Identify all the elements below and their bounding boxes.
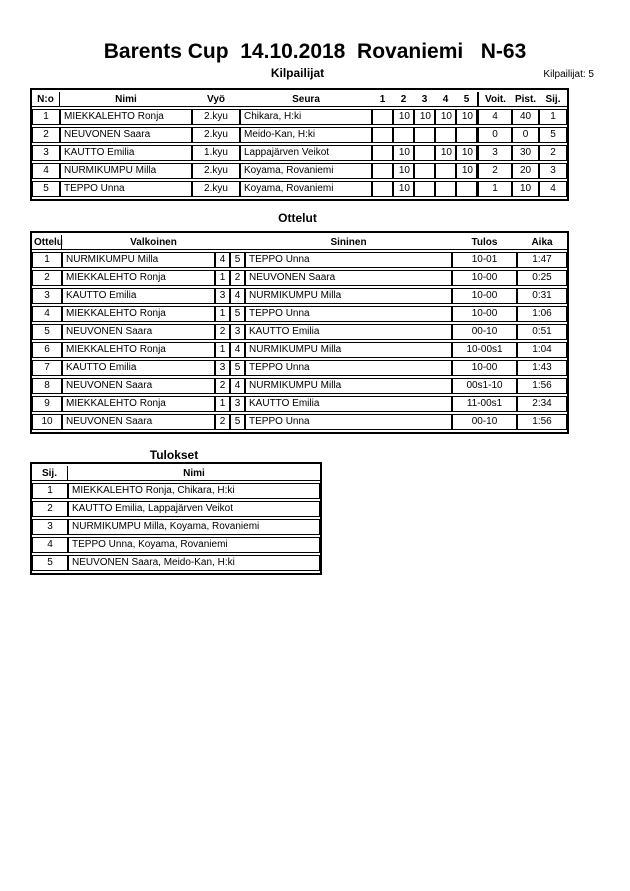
nimi-cell: TEPPO Unna, Koyama, Rovaniemi [68,537,320,553]
no-cell: 3 [32,288,62,304]
vyo-cell: 2.kyu [192,109,240,125]
page-title: Barents Cup 14.10.2018 Rovaniemi N-63 [103,40,527,63]
matches-table [30,231,569,434]
wnum-cell: 3 [215,288,230,304]
table-row [32,555,320,571]
table-row [32,360,567,376]
voit-cell: 3 [477,145,512,161]
col-header-ottelu: Ottelu [32,235,62,250]
bnum-cell: 5 [230,360,245,376]
s5-cell [456,181,477,197]
aika-cell: 1:47 [517,252,567,268]
table-row [32,288,567,304]
aika-cell: 1:56 [517,378,567,394]
col-header-sij: Sij. [32,466,68,481]
table-row [32,270,567,286]
vyo-cell: 2.kyu [192,127,240,143]
table-row [32,163,567,179]
sij-cell: 1 [539,109,567,125]
sininen-cell: NURMIKUMPU Milla [245,288,452,304]
valkoinen-cell: MIEKKALEHTO Ronja [62,396,215,412]
no-cell: 4 [32,163,60,179]
sij-cell: 4 [32,537,68,553]
s3-cell [414,127,435,143]
tulos-cell: 11-00s1 [452,396,517,412]
no-cell: 1 [32,109,60,125]
s2-cell [393,127,414,143]
competitors-header-row [32,92,567,107]
bnum-cell: 5 [230,414,245,430]
valkoinen-cell: NEUVONEN Saara [62,414,215,430]
s1-cell [372,163,393,179]
sij-cell: 2 [32,501,68,517]
s5-cell: 10 [456,145,477,161]
sininen-cell: TEPPO Unna [245,360,452,376]
vyo-cell: 1.kyu [192,145,240,161]
results-section-title: Tulokset [149,448,199,462]
tulos-cell: 10-01 [452,252,517,268]
s1-cell [372,181,393,197]
bnum-cell: 4 [230,378,245,394]
s3-cell: 10 [414,109,435,125]
sij-cell: 4 [539,181,567,197]
nimi-cell: NEUVONEN Saara [60,127,192,143]
seura-cell: Koyama, Rovaniemi [240,163,372,179]
aika-cell: 0:31 [517,288,567,304]
col-header-sininen: Sininen [245,235,452,250]
col-header-sij: Sij. [539,92,567,107]
s1-cell [372,127,393,143]
wnum-cell: 1 [215,342,230,358]
tulos-cell: 10-00 [452,360,517,376]
table-row [32,252,567,268]
no-cell: 6 [32,342,62,358]
bnum-cell: 5 [230,252,245,268]
pist-cell: 20 [512,163,539,179]
sininen-cell: NURMIKUMPU Milla [245,342,452,358]
wnum-cell: 3 [215,360,230,376]
competitor-count-label: Kilpailijat: 5 [543,69,594,80]
s3-cell [414,163,435,179]
table-row [32,501,320,517]
col-header-5: 5 [456,92,477,107]
wnum-cell: 2 [215,324,230,340]
col-header-valkoinen: Valkoinen [62,235,245,250]
aika-cell: 1:06 [517,306,567,322]
col-header-aika: Aika [517,235,567,250]
pist-cell: 40 [512,109,539,125]
matches-header-row [32,235,567,250]
no-cell: 2 [32,270,62,286]
col-header-tulos: Tulos [452,235,517,250]
table-row [32,342,567,358]
no-cell: 9 [32,396,62,412]
s5-cell: 10 [456,163,477,179]
table-row [32,306,567,322]
bnum-cell: 3 [230,324,245,340]
table-row [32,483,320,499]
valkoinen-cell: MIEKKALEHTO Ronja [62,270,215,286]
no-cell: 7 [32,360,62,376]
pist-cell: 10 [512,181,539,197]
tulos-cell: 10-00 [452,270,517,286]
col-header-nimi: Nimi [60,92,192,107]
col-header-seura: Seura [240,92,372,107]
s3-cell [414,181,435,197]
s3-cell [414,145,435,161]
bnum-cell: 4 [230,288,245,304]
sininen-cell: TEPPO Unna [245,306,452,322]
wnum-cell: 2 [215,378,230,394]
sininen-cell: NURMIKUMPU Milla [245,378,452,394]
col-header-4: 4 [435,92,456,107]
table-row [32,414,567,430]
s2-cell: 10 [393,181,414,197]
valkoinen-cell: NEUVONEN Saara [62,324,215,340]
tulos-cell: 10-00 [452,306,517,322]
tulos-cell: 00s1-10 [452,378,517,394]
s2-cell: 10 [393,109,414,125]
bnum-cell: 5 [230,306,245,322]
wnum-cell: 1 [215,396,230,412]
aika-cell: 1:56 [517,414,567,430]
aika-cell: 1:04 [517,342,567,358]
table-row [32,145,567,161]
table-row [32,324,567,340]
wnum-cell: 4 [215,252,230,268]
bnum-cell: 4 [230,342,245,358]
nimi-cell: MIEKKALEHTO Ronja, Chikara, H:ki [68,483,320,499]
seura-cell: Chikara, H:ki [240,109,372,125]
pist-cell: 0 [512,127,539,143]
table-row [32,127,567,143]
wnum-cell: 1 [215,270,230,286]
valkoinen-cell: MIEKKALEHTO Ronja [62,342,215,358]
sij-cell: 3 [32,519,68,535]
s4-cell [435,181,456,197]
s5-cell: 10 [456,109,477,125]
col-header-nimi: Nimi [68,466,320,481]
voit-cell: 1 [477,181,512,197]
seura-cell: Meido-Kan, H:ki [240,127,372,143]
nimi-cell: KAUTTO Emilia [60,145,192,161]
s2-cell: 10 [393,163,414,179]
sininen-cell: KAUTTO Emilia [245,396,452,412]
valkoinen-cell: NURMIKUMPU Milla [62,252,215,268]
competitors-section-title: Kilpailijat [270,66,325,80]
col-header-no: N:o [32,92,60,107]
competitors-table [30,88,569,201]
col-header-1: 1 [372,92,393,107]
s5-cell [456,127,477,143]
no-cell: 2 [32,127,60,143]
aika-cell: 2:34 [517,396,567,412]
tulos-cell: 00-10 [452,414,517,430]
seura-cell: Lappajärven Veikot [240,145,372,161]
sininen-cell: KAUTTO Emilia [245,324,452,340]
vyo-cell: 2.kyu [192,163,240,179]
wnum-cell: 1 [215,306,230,322]
matches-section-title: Ottelut [278,211,317,225]
voit-cell: 4 [477,109,512,125]
no-cell: 8 [32,378,62,394]
table-row [32,537,320,553]
sij-cell: 5 [32,555,68,571]
nimi-cell: TEPPO Unna [60,181,192,197]
aika-cell: 1:43 [517,360,567,376]
sininen-cell: TEPPO Unna [245,252,452,268]
s2-cell: 10 [393,145,414,161]
bnum-cell: 3 [230,396,245,412]
results-header-row [32,466,320,481]
wnum-cell: 2 [215,414,230,430]
table-row [32,181,567,197]
tulos-cell: 10-00s1 [452,342,517,358]
sininen-cell: NEUVONEN Saara [245,270,452,286]
no-cell: 1 [32,252,62,268]
col-header-pist: Pist. [512,92,539,107]
table-row [32,519,320,535]
valkoinen-cell: KAUTTO Emilia [62,288,215,304]
table-row [32,109,567,125]
col-header-vyo: Vyö [192,92,240,107]
nimi-cell: KAUTTO Emilia, Lappajärven Veikot [68,501,320,517]
nimi-cell: NURMIKUMPU Milla, Koyama, Rovaniemi [68,519,320,535]
s1-cell [372,109,393,125]
valkoinen-cell: NEUVONEN Saara [62,378,215,394]
s4-cell: 10 [435,109,456,125]
aika-cell: 0:25 [517,270,567,286]
pist-cell: 30 [512,145,539,161]
voit-cell: 2 [477,163,512,179]
valkoinen-cell: KAUTTO Emilia [62,360,215,376]
s4-cell [435,163,456,179]
sininen-cell: TEPPO Unna [245,414,452,430]
col-header-2: 2 [393,92,414,107]
table-row [32,396,567,412]
sij-cell: 1 [32,483,68,499]
table-row [32,378,567,394]
nimi-cell: NEUVONEN Saara, Meido-Kan, H:ki [68,555,320,571]
sij-cell: 5 [539,127,567,143]
no-cell: 5 [32,324,62,340]
s1-cell [372,145,393,161]
no-cell: 10 [32,414,62,430]
sij-cell: 3 [539,163,567,179]
seura-cell: Koyama, Rovaniemi [240,181,372,197]
valkoinen-cell: MIEKKALEHTO Ronja [62,306,215,322]
col-header-3: 3 [414,92,435,107]
bnum-cell: 2 [230,270,245,286]
col-header-voit: Voit. [477,92,512,107]
s4-cell [435,127,456,143]
vyo-cell: 2.kyu [192,181,240,197]
aika-cell: 0:51 [517,324,567,340]
nimi-cell: NURMIKUMPU Milla [60,163,192,179]
no-cell: 3 [32,145,60,161]
voit-cell: 0 [477,127,512,143]
nimi-cell: MIEKKALEHTO Ronja [60,109,192,125]
results-table [30,462,322,575]
sij-cell: 2 [539,145,567,161]
tulos-cell: 10-00 [452,288,517,304]
no-cell: 5 [32,181,60,197]
tulos-cell: 00-10 [452,324,517,340]
s4-cell: 10 [435,145,456,161]
no-cell: 4 [32,306,62,322]
